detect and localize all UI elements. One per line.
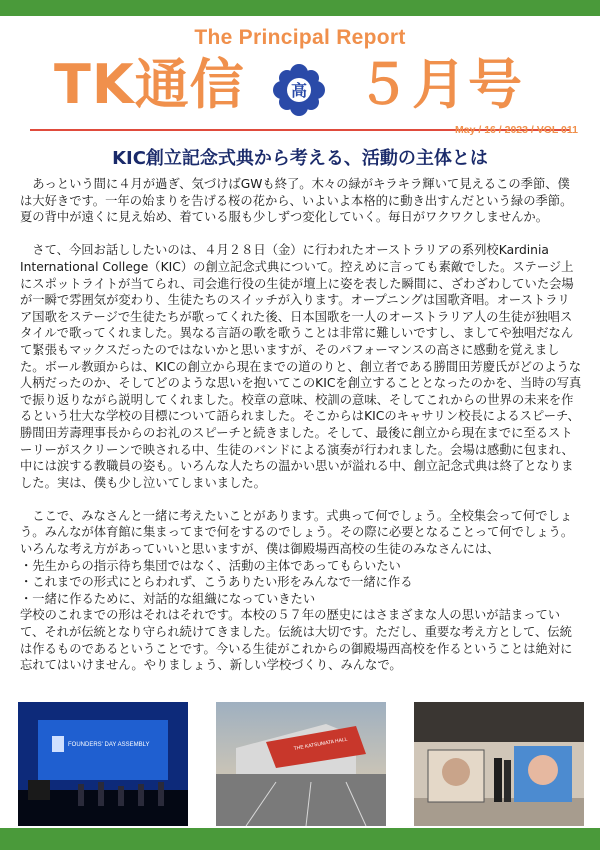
building-sign-text: THE KATSUMATA HALL: [293, 736, 348, 752]
crest-letter: 高: [290, 81, 308, 100]
portraits-photo: [414, 702, 584, 826]
masthead-title: TK通信: [54, 53, 245, 116]
issue-date: May / 16 / 2023 / VOL 011: [455, 124, 578, 136]
stage-photo: [18, 702, 188, 826]
article-headline: KIC創立記念式典から考える、活動の主体とは: [112, 148, 488, 169]
article-body: [20, 176, 582, 674]
issue-month: ５月号: [356, 53, 524, 116]
article-paragraph-3: ここで、みなさんと一緒に考えたいことがあります。式典って何でしょう。全校集会って何でしょう。みんなが体育館に集まってまで何をするのでしょう。その際に必要となることって何でしょう。いろんな考え方があっていいと思いますが、僕は御殿場西高校の生徒のみなさんには、 ・先生からの指示待ち集団ではなく、活動の主体であってもらいたい ・これまでの形式にとらわれず、こうありたい形をみんなで一緒に作る ・一緒に作るために、対話的な組織になっていきたい 学校のこれまでの形はそれはそれです。本校の５７年の歴史にはさまざまな人の思いが詰まっていて、それが伝統となり守られ続けてきました。伝統は大切です。ただし、重要な考え方として、伝統は作るものであるということです。今いる生徒がこれからの御殿場西高校を作るということは絶対に忘れてはいけません。やりましょう、新しい学校づくり、みんなで。: [20, 508, 574, 673]
school-crest-logo: [272, 63, 326, 117]
article-paragraph-2: さて、今回お話ししたいのは、４月２８日（金）に行われたオーストラリアの系列校Kardinia International College（KIC）の創立記念式典について。控えめに言っても素敵でした。ステージ上にスポットライトが当てられ、司会進行役の生徒が壇上に姿を表した瞬間に、ざわざわしていた会場が一瞬で雰囲気が変わり、生徒たちのスイッチが入ります。オープニングは国歌斉唱。オーストラリア国歌をステージで生徒たちが歌ってくれた後、日本国歌を一人のオーストラリア人の生徒が独唱スタイルで歌ってくれました。異なる言語の歌を歌うことは非常に難しいですし、ましてや独唱だなんて緊張もマックスだったのではないかと思いますが、そのパフォーマンスの高さに感動を覚えました。ボール教頭からは、KICの創立から現在までの道のりと、創立者である勝間田芳慶氏がどのような人柄だったのか、そしてどのような思いを抱いてこのKICを創立することとなったのかを、当時の写真で振り返りながら説明してくれました。校章の意味、校訓の意味、そしてこれからの世界の未来を作るという壮大な学校の目標について語られました。そこからはKICのキャサリン校長によるスピーチ、勝間田芳壽理事長からのお礼のスピーチと続きました。そして、最後に創立から現在までに至るストーリーがスクリーンで映される中、生徒のバンドによる演奏が行われました。会場は感動に包まれ、中には涙する教職員の姿も。いろんな人たちの温かい思いが溢れる中、創立記念式典は終了となりました。実は、僕も少し泣いてしまいました。: [20, 243, 582, 490]
building-photo: [216, 702, 386, 826]
bottom-green-bar: [0, 828, 600, 850]
stage-screen-text: FOUNDERS' DAY ASSEMBLY: [68, 742, 150, 748]
article-paragraph-1: あっという間に４月が過ぎ、気づけばGWも終了。木々の緑がキラキラ輝いて見えるこの季節、僕は大好きです。一年の始まりを告げる桜の花から、いよいよ本格的に動き出すんだという緑の季節。夏の背中が遠くに見え始め、着ている服も少しずつ変化していく。毎日がワクワクしませんか。: [20, 177, 573, 225]
top-green-bar: [0, 0, 600, 16]
report-subtitle: The Principal Report: [194, 26, 406, 49]
